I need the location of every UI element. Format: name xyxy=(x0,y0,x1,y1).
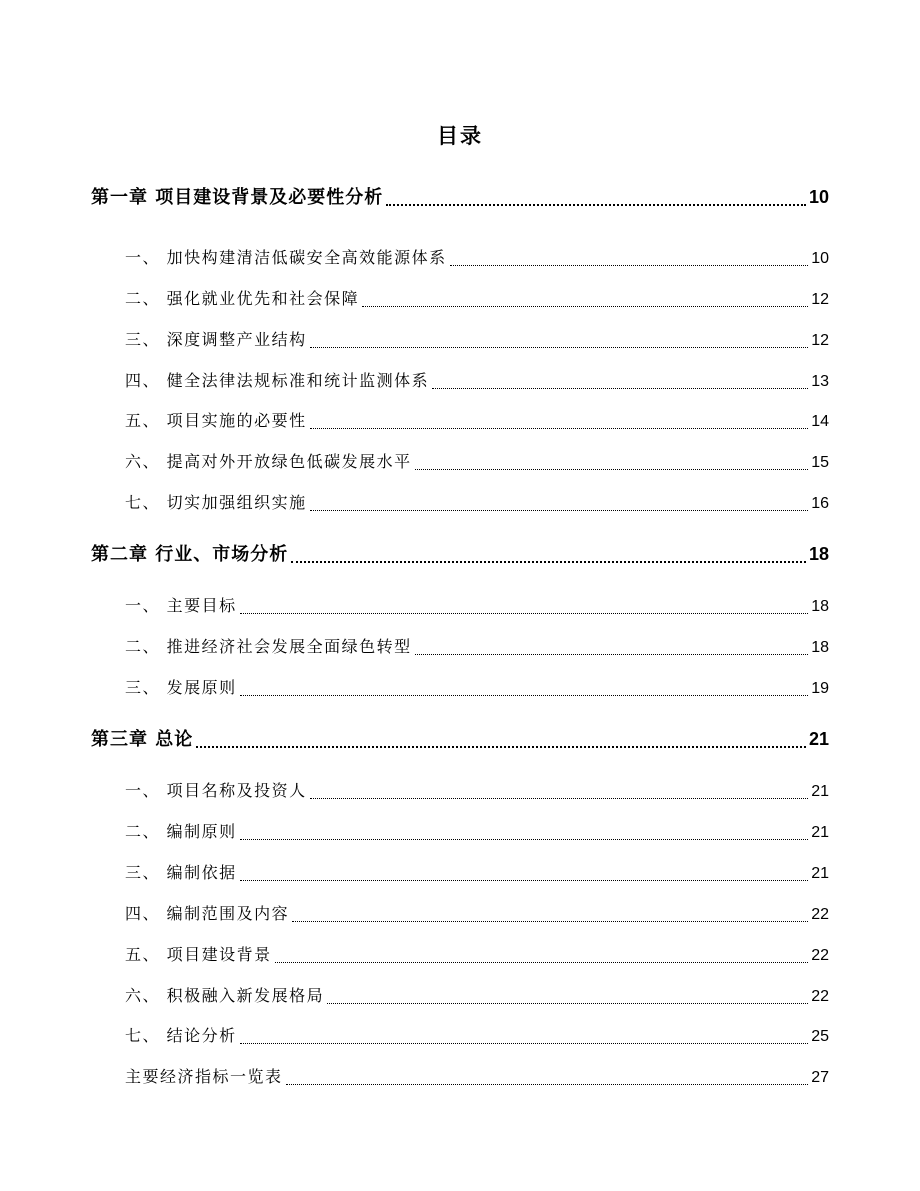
toc-section-2-1[interactable] xyxy=(125,593,829,619)
dot-leader xyxy=(286,1084,809,1085)
toc-appendix-economic-indicators[interactable] xyxy=(125,1064,829,1090)
toc-chapter-2[interactable] xyxy=(91,539,829,569)
toc-page-number: 12 xyxy=(811,332,829,349)
toc-page-number: 10 xyxy=(811,250,829,267)
toc-entry-label: 一、 加快构建清洁低碳安全高效能源体系 xyxy=(125,248,447,267)
dot-leader xyxy=(327,1003,808,1004)
toc-page-number: 15 xyxy=(811,454,829,471)
toc-section-1-5[interactable] xyxy=(125,408,829,434)
toc-page-number: 21 xyxy=(811,783,829,800)
toc-section-3-1[interactable] xyxy=(125,778,829,804)
toc-title: 目录 xyxy=(437,124,483,148)
toc-page-number: 13 xyxy=(811,373,829,390)
toc-entry-label: 七、 结论分析 xyxy=(125,1026,237,1045)
dot-leader xyxy=(240,695,809,696)
dot-leader xyxy=(291,561,806,563)
dot-leader xyxy=(310,428,809,429)
toc-section-3-5[interactable] xyxy=(125,942,829,968)
toc-chapter-1[interactable] xyxy=(91,182,829,212)
dot-leader xyxy=(386,204,806,206)
dot-leader xyxy=(310,347,809,348)
toc-section-1-1[interactable] xyxy=(125,245,829,271)
toc-entry-label: 二、 强化就业优先和社会保障 xyxy=(125,289,360,308)
dot-leader xyxy=(362,306,808,307)
toc-page-number: 21 xyxy=(808,729,829,749)
dot-leader xyxy=(240,613,809,614)
toc-section-3-2[interactable] xyxy=(125,819,829,845)
toc-page-number: 21 xyxy=(811,824,829,841)
toc-section-3-7[interactable] xyxy=(125,1023,829,1049)
toc-page-number: 16 xyxy=(811,495,829,512)
toc-entry-label: 第二章 行业、市场分析 xyxy=(91,544,289,565)
dot-leader xyxy=(240,1043,809,1044)
dot-leader xyxy=(310,510,809,511)
toc-page-number: 22 xyxy=(811,988,829,1005)
toc-entry-label: 二、 编制原则 xyxy=(125,822,237,841)
toc-entry-label: 三、 发展原则 xyxy=(125,678,237,697)
toc-page-number: 14 xyxy=(811,413,829,430)
dot-leader xyxy=(292,921,808,922)
toc-section-3-6[interactable] xyxy=(125,983,829,1009)
dot-leader xyxy=(432,388,808,389)
toc-entry-label: 六、 提高对外开放绿色低碳发展水平 xyxy=(125,452,412,471)
dot-leader xyxy=(196,746,806,748)
toc-page-number: 19 xyxy=(811,680,829,697)
toc-page-number: 12 xyxy=(811,291,829,308)
toc-page-number: 25 xyxy=(811,1028,829,1045)
toc-entry-label: 一、 主要目标 xyxy=(125,596,237,615)
toc-entry-label: 三、 深度调整产业结构 xyxy=(125,330,307,349)
toc-entry-label: 二、 推进经济社会发展全面绿色转型 xyxy=(125,637,412,656)
toc-entry-label: 五、 项目实施的必要性 xyxy=(125,411,307,430)
toc-entry-label: 四、 编制范围及内容 xyxy=(125,904,290,923)
toc-section-1-6[interactable] xyxy=(125,449,829,475)
toc-section-1-3[interactable] xyxy=(125,327,829,353)
dot-leader xyxy=(240,839,809,840)
toc-page-number: 18 xyxy=(811,598,829,615)
toc-entry-label: 第一章 项目建设背景及必要性分析 xyxy=(91,187,384,208)
toc-entry-label: 六、 积极融入新发展格局 xyxy=(125,986,325,1005)
dot-leader xyxy=(415,469,809,470)
toc-entry-label: 四、 健全法律法规标准和统计监测体系 xyxy=(125,371,430,390)
toc-page-number: 27 xyxy=(811,1069,829,1086)
toc-entry-label: 三、 编制依据 xyxy=(125,863,237,882)
toc-section-1-4[interactable] xyxy=(125,368,829,394)
dot-leader xyxy=(415,654,809,655)
toc-page-number: 21 xyxy=(811,865,829,882)
toc-entry-label: 主要经济指标一览表 xyxy=(125,1067,283,1086)
toc-section-3-4[interactable] xyxy=(125,901,829,927)
dot-leader xyxy=(450,265,809,266)
toc-entry-label: 一、 项目名称及投资人 xyxy=(125,781,307,800)
dot-leader xyxy=(275,962,809,963)
toc-page-number: 18 xyxy=(811,639,829,656)
toc-section-1-7[interactable] xyxy=(125,490,829,516)
toc-page-number: 22 xyxy=(811,906,829,923)
toc-page-number: 10 xyxy=(808,187,829,207)
toc-section-2-2[interactable] xyxy=(125,634,829,660)
toc-section-3-3[interactable] xyxy=(125,860,829,886)
toc-page-number: 18 xyxy=(808,544,829,564)
dot-leader xyxy=(310,798,809,799)
dot-leader xyxy=(240,880,809,881)
toc-page-number: 22 xyxy=(811,947,829,964)
toc-entry-label: 第三章 总论 xyxy=(91,729,194,750)
toc-entry-label: 五、 项目建设背景 xyxy=(125,945,272,964)
toc-section-2-3[interactable] xyxy=(125,675,829,701)
toc-section-1-2[interactable] xyxy=(125,286,829,312)
toc-entry-label: 七、 切实加强组织实施 xyxy=(125,493,307,512)
toc-chapter-3[interactable] xyxy=(91,724,829,754)
